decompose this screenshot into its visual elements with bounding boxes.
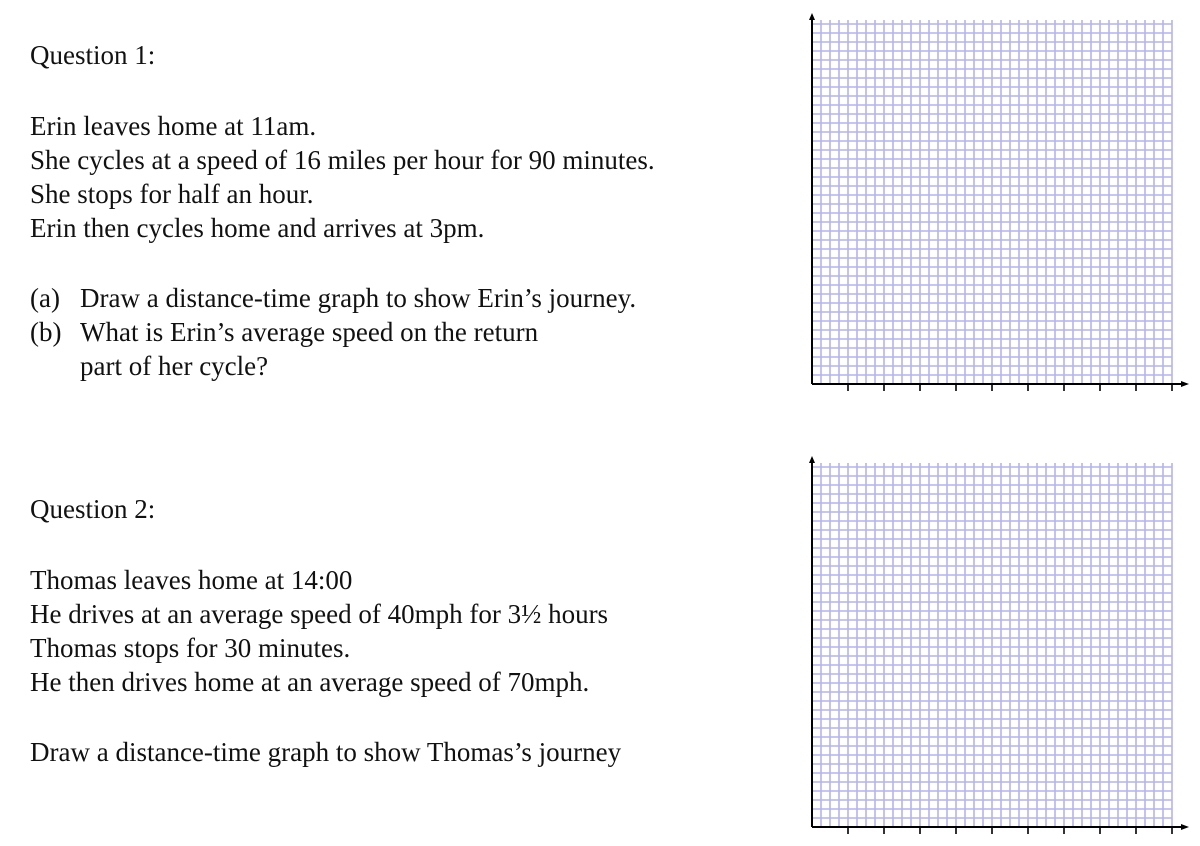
question-1 — [30, 38, 790, 383]
statement-line: He drives at an average speed of 40mph for 3½ hours — [30, 599, 609, 629]
graph-grid-1 — [800, 12, 1192, 392]
part-marker: (b) — [30, 317, 62, 347]
statement-line: Thomas stops for 30 minutes. — [30, 633, 351, 663]
question-1-parts — [30, 281, 790, 383]
question-2-statements — [30, 563, 790, 699]
question-2-instruction: Draw a distance-time graph to show Thomas’s journey — [30, 737, 622, 767]
statement-line: She stops for half an hour. — [30, 179, 314, 209]
statement-line: Erin then cycles home and arrives at 3pm. — [30, 213, 485, 243]
part-text: Draw a distance-time graph to show Erin’s journey. — [80, 283, 637, 313]
statement-line: She cycles at a speed of 16 miles per hour for 90 minutes. — [30, 145, 655, 175]
statement-line: Thomas leaves home at 14:00 — [30, 565, 353, 595]
question-2-title: Question 2: — [30, 494, 156, 524]
x-axis-arrow — [1181, 381, 1189, 387]
distance-time-grid — [800, 12, 1192, 392]
graph-grid-2 — [800, 455, 1192, 835]
distance-time-grid — [800, 455, 1192, 835]
question-1-statements — [30, 109, 790, 245]
question-1-title: Question 1: — [30, 40, 156, 70]
part-marker: (a) — [30, 283, 60, 313]
y-axis-arrow — [809, 13, 815, 20]
x-axis-arrow — [1181, 824, 1189, 830]
part-text: What is Erin’s average speed on the return part of her cycle? — [80, 317, 539, 381]
question-part-a — [30, 281, 790, 315]
y-axis-arrow — [809, 456, 815, 463]
statement-line: He then drives home at an average speed of 70mph. — [30, 667, 590, 697]
statement-line: Erin leaves home at 11am. — [30, 111, 317, 141]
question-2 — [30, 492, 790, 769]
question-part-b — [30, 315, 790, 383]
